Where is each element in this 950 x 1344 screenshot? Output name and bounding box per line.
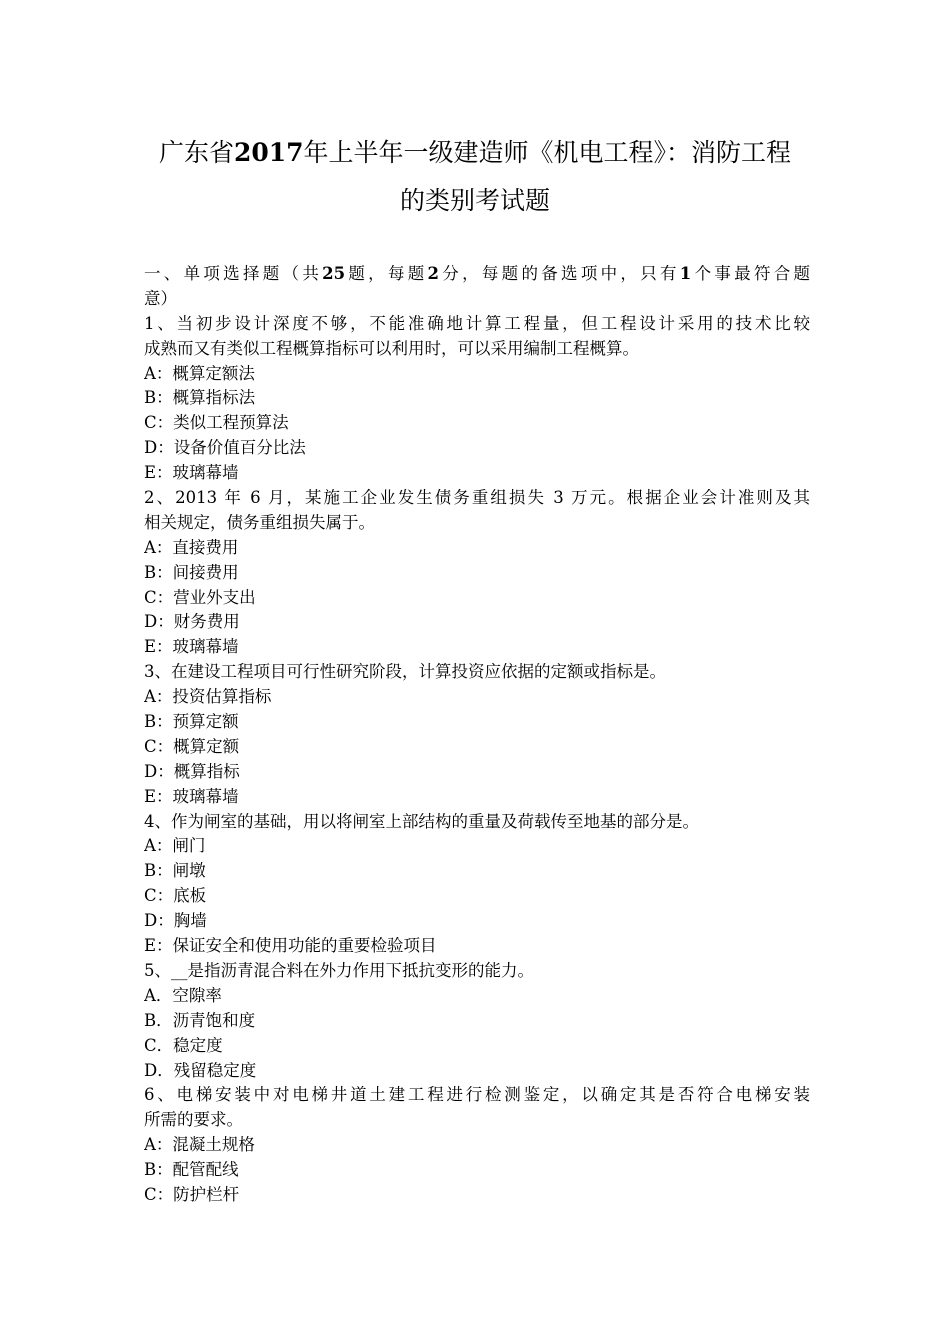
points-per-question: 2 [427,264,440,283]
answer-option: D：财务费用 [144,612,240,632]
question-stem: 6、电梯安装中对电梯井道土建工程进行检测鉴定，以确定其是否符合电梯安装 [144,1085,810,1105]
answer-option: C．稳定度 [144,1035,223,1055]
answer-option: D：胸墙 [144,911,207,931]
section-heading-text: 一、单项选择题（共 [144,264,323,283]
answer-option: D：设备价值百分比法 [144,438,306,458]
section-heading-text: 分，每题的备选项中，只有 [439,264,680,283]
answer-option: D．残留稳定度 [144,1060,257,1080]
answer-option: C：类似工程预算法 [144,413,289,433]
answer-option: A．空隙率 [144,985,222,1005]
question-stem: 所需的要求。 [144,1110,243,1130]
question-stem: 3、在建设工程项目可行性研究阶段，计算投资应依据的定额或指标是。 [144,662,666,682]
answer-option: B：间接费用 [144,562,239,582]
question-count: 25 [322,264,346,283]
answer-option: E：玻璃幕墙 [144,463,239,483]
question-stem: 相关规定，债务重组损失属于。 [144,512,375,532]
answer-option: C：底板 [144,886,207,906]
answer-option: B：闸墩 [144,861,206,881]
document-body [144,262,810,1208]
question-stem: 2、2013 年 6 月，某施工企业发生债务重组损失 3 万元。根据企业会计准则及其 [144,488,810,508]
answer-option: A：混凝土规格 [144,1135,255,1155]
section-heading-text: 题，每题 [345,264,428,283]
answer-option: A：直接费用 [144,537,239,557]
question-stem: 成熟而又有类似工程概算指标可以利用时，可以采用编制工程概算。 [144,338,639,358]
section-heading-line-2: 意） [144,288,177,308]
answer-option: A：闸门 [144,836,206,856]
answer-option: E：保证安全和使用功能的重要检验项目 [144,936,437,956]
section-heading-line-1 [144,262,810,287]
answer-option: C：营业外支出 [144,587,256,607]
section-heading-text: 个事最符合题 [691,264,810,283]
title-text: 广东省 [158,138,234,167]
document-title-line-1 [120,138,830,168]
correct-option-count: 1 [679,264,692,283]
answer-option: D：概算指标 [144,761,240,781]
answer-option: E：玻璃幕墙 [144,637,239,657]
document-title-line-2: 的类别考试题 [399,186,550,215]
answer-option: B．沥青饱和度 [144,1010,256,1030]
answer-option: E：玻璃幕墙 [144,786,239,806]
title-text: 年上半年一级建造师《机电工程》：消防工程 [303,138,792,167]
answer-option: C：防护栏杆 [144,1184,240,1204]
question-stem: 1、当初步设计深度不够，不能准确地计算工程量，但工程设计采用的技术比较 [144,313,810,333]
answer-option: B：预算定额 [144,712,239,732]
answer-option: A：概算定额法 [144,363,255,383]
answer-option: C：概算定额 [144,736,240,756]
question-stem: 5、__是指沥青混合料在外力作用下抵抗变形的能力。 [144,960,534,980]
answer-option: A：投资估算指标 [144,687,272,707]
answer-option: B：配管配线 [144,1160,239,1180]
title-year: 2017 [233,138,304,167]
question-stem: 4、作为闸室的基础，用以将闸室上部结构的重量及荷载传至地基的部分是。 [144,811,699,831]
answer-option: B：概算指标法 [144,388,256,408]
